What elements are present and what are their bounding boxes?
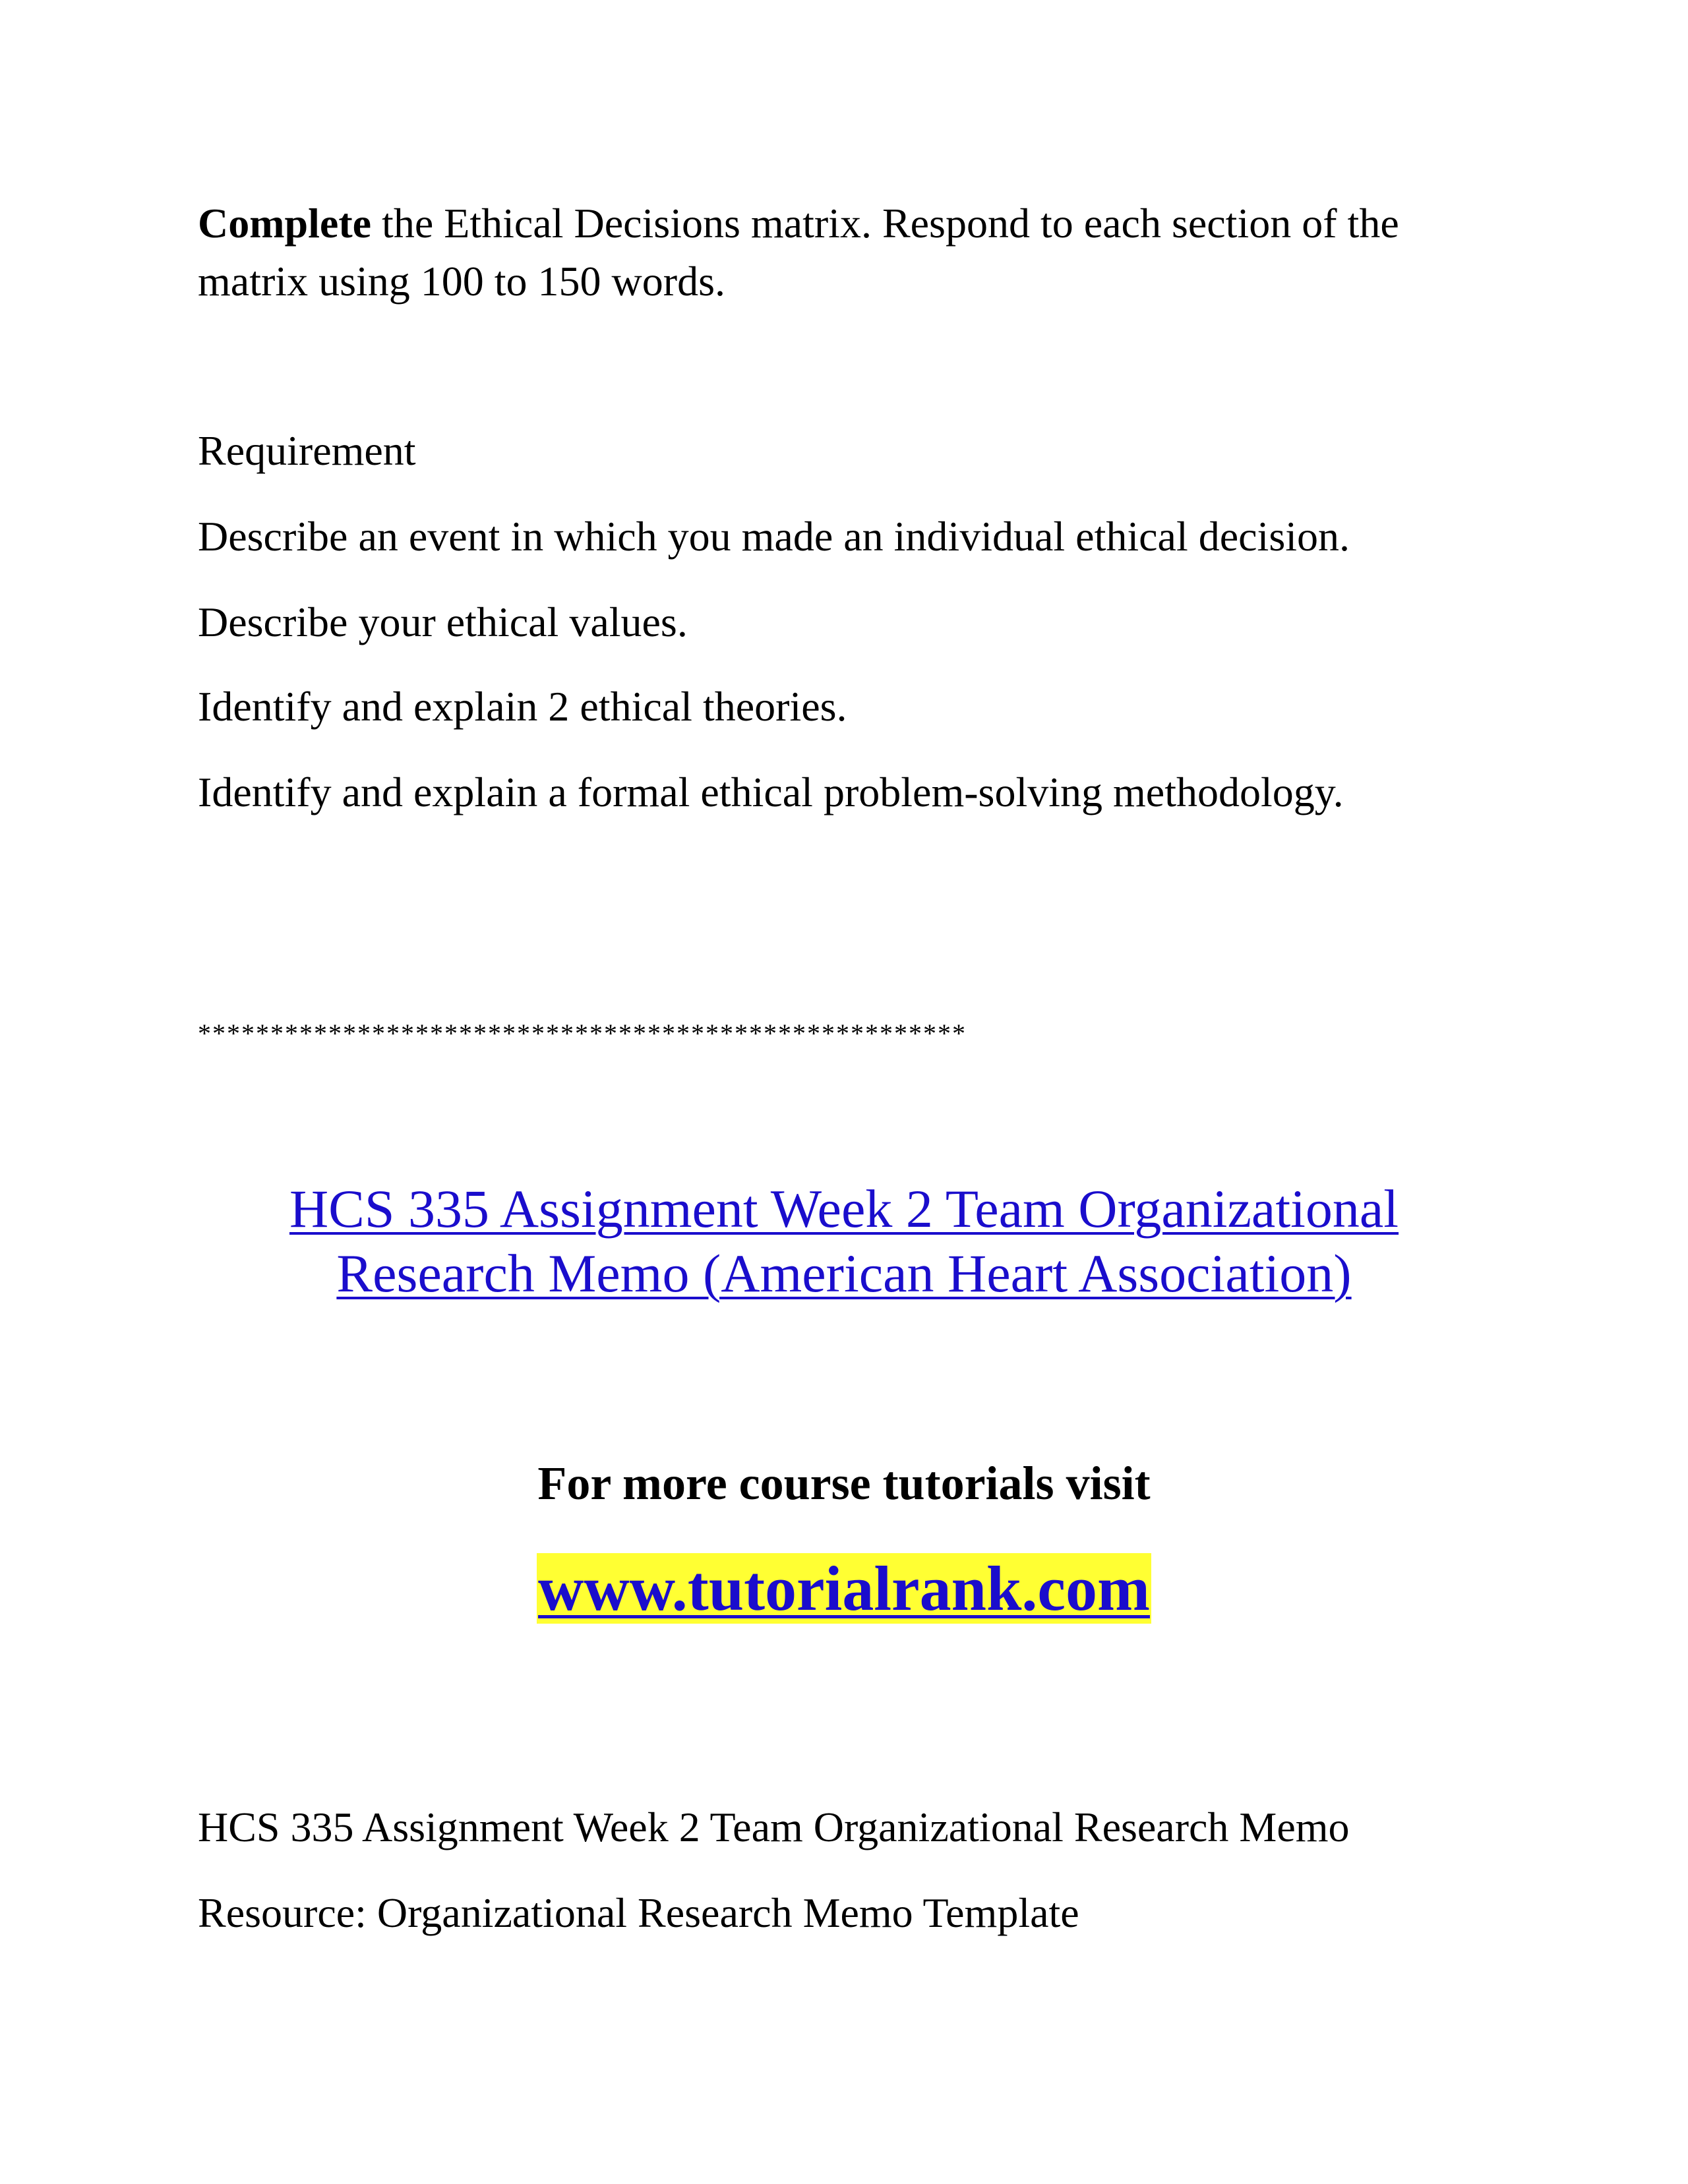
intro-line-1-rest: the Ethical Decisions matrix. Respond to each section of the <box>371 200 1399 247</box>
requirement-item: Identify and explain a formal ethical problem-solving methodology. <box>198 769 1344 815</box>
requirement-item: Describe an event in which you made an individual ethical decision. <box>198 513 1350 560</box>
requirement-heading: Requirement <box>198 427 416 474</box>
site-link-block <box>0 1552 1688 1625</box>
course-link[interactable] <box>289 1179 1399 1303</box>
footer-title: HCS 335 Assignment Week 2 Team Organizational Research Memo <box>198 1804 1350 1850</box>
separator-stars: ***************************************************** <box>198 1018 967 1048</box>
site-link[interactable]: www.tutorialrank.com <box>538 1553 1150 1624</box>
intro-bold-word: Complete <box>198 200 372 247</box>
requirement-item: Describe your ethical values. <box>198 599 688 645</box>
promo-text: For more course tutorials visit <box>537 1457 1151 1510</box>
intro-line-1 <box>198 194 1490 252</box>
intro-line-2: matrix using 100 to 150 words. <box>198 258 725 305</box>
footer-resource: Resource: Organizational Research Memo Template <box>198 1889 1079 1936</box>
course-link-line-2: Research Memo (American Heart Association) <box>336 1243 1352 1303</box>
course-link-block <box>0 1177 1688 1306</box>
course-link-line-1: HCS 335 Assignment Week 2 Team Organizational <box>289 1179 1399 1239</box>
requirement-item: Identify and explain 2 ethical theories. <box>198 683 847 730</box>
intro-paragraph <box>198 194 1490 310</box>
